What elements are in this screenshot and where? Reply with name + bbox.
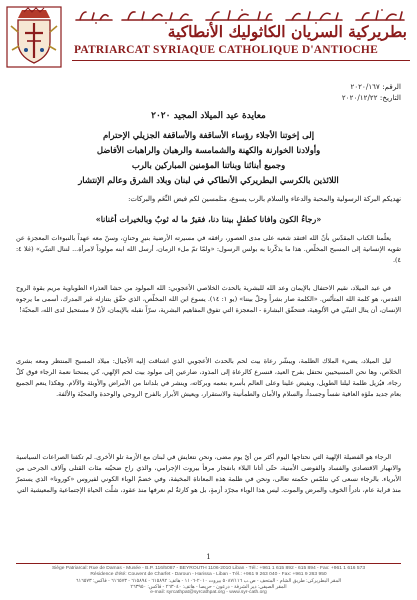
letter-date: التاريخ: ٢٠٢٠/١٢/٢٢ — [341, 93, 401, 102]
body-paragraph: ليل الميلاد، يضيء الملاك الظلمة، ويبشّر رعاة بيت لحم بالحدث الأعجوبي الذي اشتاقت إليه الأجيال: ميلاد المسيح المنتظر ومعه بشرى الخلاص، وها نحن المسيحيين نحتفل بفرح العيد، فنسرع كالرعاة إلى المذود، ضارعين إلى مولود بيت لحم الإلهي، كي يمنحنا نعمة الرجاء فوق كلّ رجاء، فيُزيل ظلمة ليلنا الطويل، ويفيض علينا وعلى العالم بأسره بنعمه وبركاته، وينشر في بلداننا من الأمراض والأوبئة والآلام. وهكذا ينعم الجميع بعام جديد ملؤه العافية نفساً وجسداً، والسلام والأمان والطمأنينة والاستقرار، ويعيش الأبرار بالفرح الروحي والوحدة والمحبّة والألفة. — [16, 357, 401, 399]
addressee-line: وأولادنا الخوارنة والكهنة والشمامسة والرهبان والراهبات الأفاضل — [96, 145, 321, 155]
letter-title: معايدة عيد الميلاد المجيد ٢٠٢٠ — [151, 111, 266, 121]
header-title-arabic: بطريركية السريان الكاثوليك الأنطاكية — [167, 22, 407, 41]
footer-divider — [16, 563, 401, 564]
addressee-line: وجميع أبنائنا وبناتنا المؤمنين المباركين بالرب — [131, 160, 286, 170]
header-divider — [72, 60, 410, 61]
body-paragraph: الرجاء هو الفضيلة الإلهية التي نحتاجها اليوم أكثر من أيّ يوم مضى، ونحن نتعايش في لبنان مع الأزمة تلو الأخرى. لم تكفنا الصراعات السياسية والانهيار الاقتصادي والفساد والفوضى الأمنية، حتّى أتانا البلاء بانفجار مرفأ بيروت الإجرامي، والذي راح ضحيّته مئات القتلى وآلاف الجرحى من الأبرياء. بالرجاء نسعى كي نتلمّس حكمته تعالى، ونحن في ظلمة هذه المعاناة المخيفة، وفي خضمّ الوباء الكوني لفيروس «كورونا» الذي يستمرّ منذ قرابة عام، نادراً الخوف والمرض والموت. ليس هذا الوباء مجرّد أزمةٍ، بل هو كارثةٌ لم نعرفها منذ عقود، شلّت الحياة الإجتماعية والمعيشية التي — [16, 453, 401, 495]
addressee-line: اللائذين بالكرسي البطريركي الأنطاكي في لبنان وبلاد الشرق وعالم الإنتشار — [78, 175, 339, 185]
footer-line: المقر البطريركي: طريق الشام - المتحف - ص.ب ٥٠٨٧/١١٦ بيروت ٢٠١٠-١١٠٦ - هاتف: ٦١٥٨٩٢ - ٦١٥٨٩٤ - ٦١٦٥٧٣ - فاكس: ٦١٦٥٧٣ — [75, 579, 342, 584]
quote-heading: «رجاءُ الكون وافانا كطفلٍ بيننا دنا، فقيرٌ ما له ثوبٌ وبالخيرات أغنانا» — [95, 214, 322, 224]
footer-contact-line: e-mail: syrcathpat@syrcathpat.org - www.syr-cath.org — [150, 590, 267, 595]
letterhead — [0, 0, 417, 68]
page-number: 1 — [206, 553, 211, 561]
body-paragraph: في عيد الميلاد، نقيم الاحتفال بالإيمان وعد الله للبشرية بالحدث الخلاصي الأعجوبي: الله المولود من حشا العذراء الطوباوية مريم بقوة الروح القدس، هو كلمة الله المتأنّس. «الكلمة صار بشراً وحلّ بيننا» (يو ١: ١٤). يسوع ابن الله المخلّص، الذي حقّق بتنازله غير المدرك، أسمى ما يرجوه الإنسان، أن ينال التبنّي في الألوهية، فتتحقّق البشارة - المعجزة التي تفوق المفاهيم البشرية، سرّاً نقبله بالإيمان، لأنْ لا مستحيل لدى الله، المحبّة! — [16, 284, 402, 315]
reference-number: الرقم: ٢٠٢٠/١٦٧ — [350, 82, 401, 91]
header-title-french: PATRIARCAT SYRIAQUE CATHOLIQUE D'ANTIOCHE — [74, 44, 378, 56]
footer-line: Siège Patriarcal: Rue de Damas - Musée - B.P. 116/5087 - BEYROUTH 1106-2010 Liban - Tél.: +961 1 615 892 - 615 894 - Fax: +961 1 616 573 — [51, 566, 366, 571]
greeting-paragraph: نهديكم البركة الرسولية والمحبة والدعاء والسلام بالرب يسوع، متلمسين لكم فيض النِّعَم والبركات: — [128, 195, 401, 203]
footer-line: Résidence d'été: Couvent de Charfet - Daroun - Harissa - Liban - Tél.: +961 9 263 040 - Fax: +961 9 263 950 — [90, 572, 327, 577]
body-paragraph: يعلّمنا الكتاب المقدّس بأنّ الله افتقد شعبه على مدى العصور، رافقه في مسيرته الأرضية بنيرٍ وحنانٍ، وسنّ معه عهداً بالنبوءات المعجزة عن تقويه الإنسانية إلى المسيح المخلّص. هذا ما يذكّرنا به بولس الرسول: «ولمّا تمّ ملء الزمان، أرسل الله ابنه مولوداً لامرأة... لننال التبنّي» (غلا ٤: ٤). — [16, 234, 401, 265]
patriarchate-emblem-icon — [6, 6, 62, 68]
addressee-line: إلى إخوتنا الأجلاء رؤساء الأساقفة والأساقفة الجزيلي الإحترام — [102, 130, 315, 140]
footer-line: المقر الصيفي: دير الشرفة - درعون - حريصا - هاتف: ٢٦٣٠٤٠ - فاكس: ٢٦٣٩٥٠ — [130, 585, 287, 590]
